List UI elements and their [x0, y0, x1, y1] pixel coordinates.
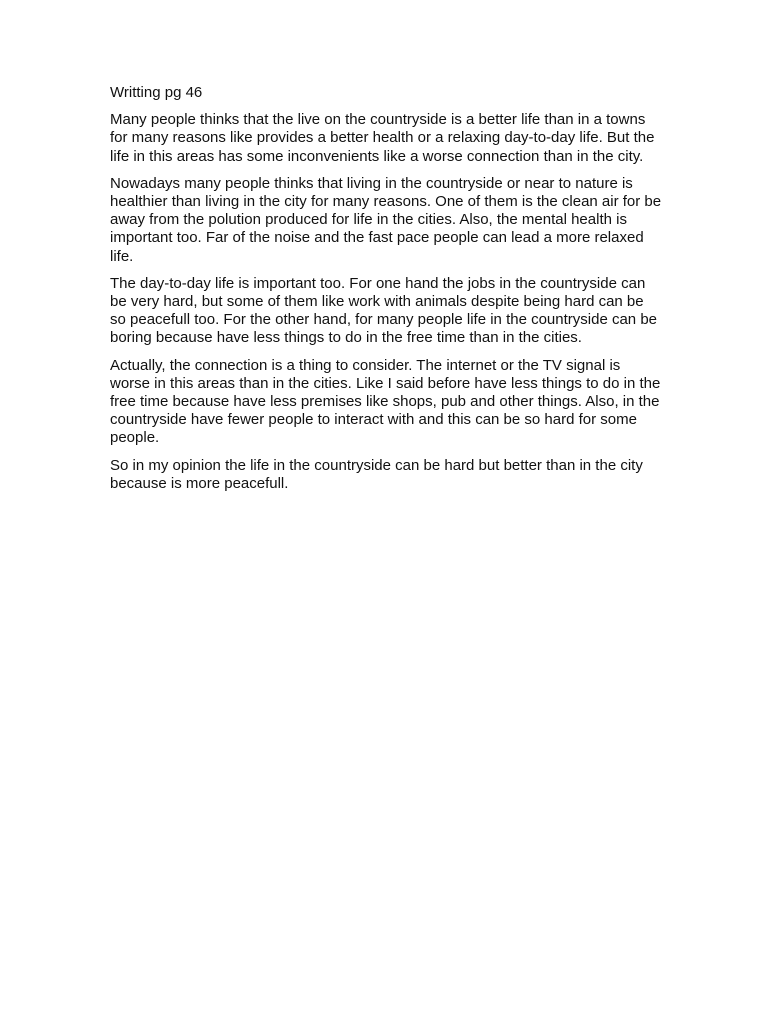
paragraph-day-to-day: The day-to-day life is important too. For one hand the jobs in the countryside can be very hard, but some of them like work with animals despite being hard can be so peacefull too. For the other hand, for many people life in the countryside can be boring because have less things to do in the free time than in the cities.	[110, 274, 658, 347]
paragraph-conclusion: So in my opinion the life in the countryside can be hard but better than in the city because is more peacefull.	[110, 456, 643, 492]
document-title: Writting pg 46	[110, 84, 203, 101]
paragraph-intro: Many people thinks that the live on the countryside is a better life than in a towns for many reasons like provides a better health or a relaxing day-to-day life. But the life in this areas has some inconvenients like a worse connection than in the city.	[110, 111, 655, 165]
paragraph-health: Nowadays many people thinks that living in the countryside or near to nature is healthier than living in the city for many reasons. One of them is the clean air for be away from the polution produced for life in the cities. Also, the mental health is important too. Far of the noise and the fast pace people can lead a more relaxed life.	[110, 174, 662, 265]
document-body	[110, 84, 662, 502]
paragraph-connection: Actually, the connection is a thing to consider. The internet or the TV signal is worse in this areas than in the cities. Like I said before have less things to do in the free time because have less premises like shops, pub and other things. Also, in the countryside have fewer people to interact with and this can be so hard for some people.	[110, 356, 661, 447]
